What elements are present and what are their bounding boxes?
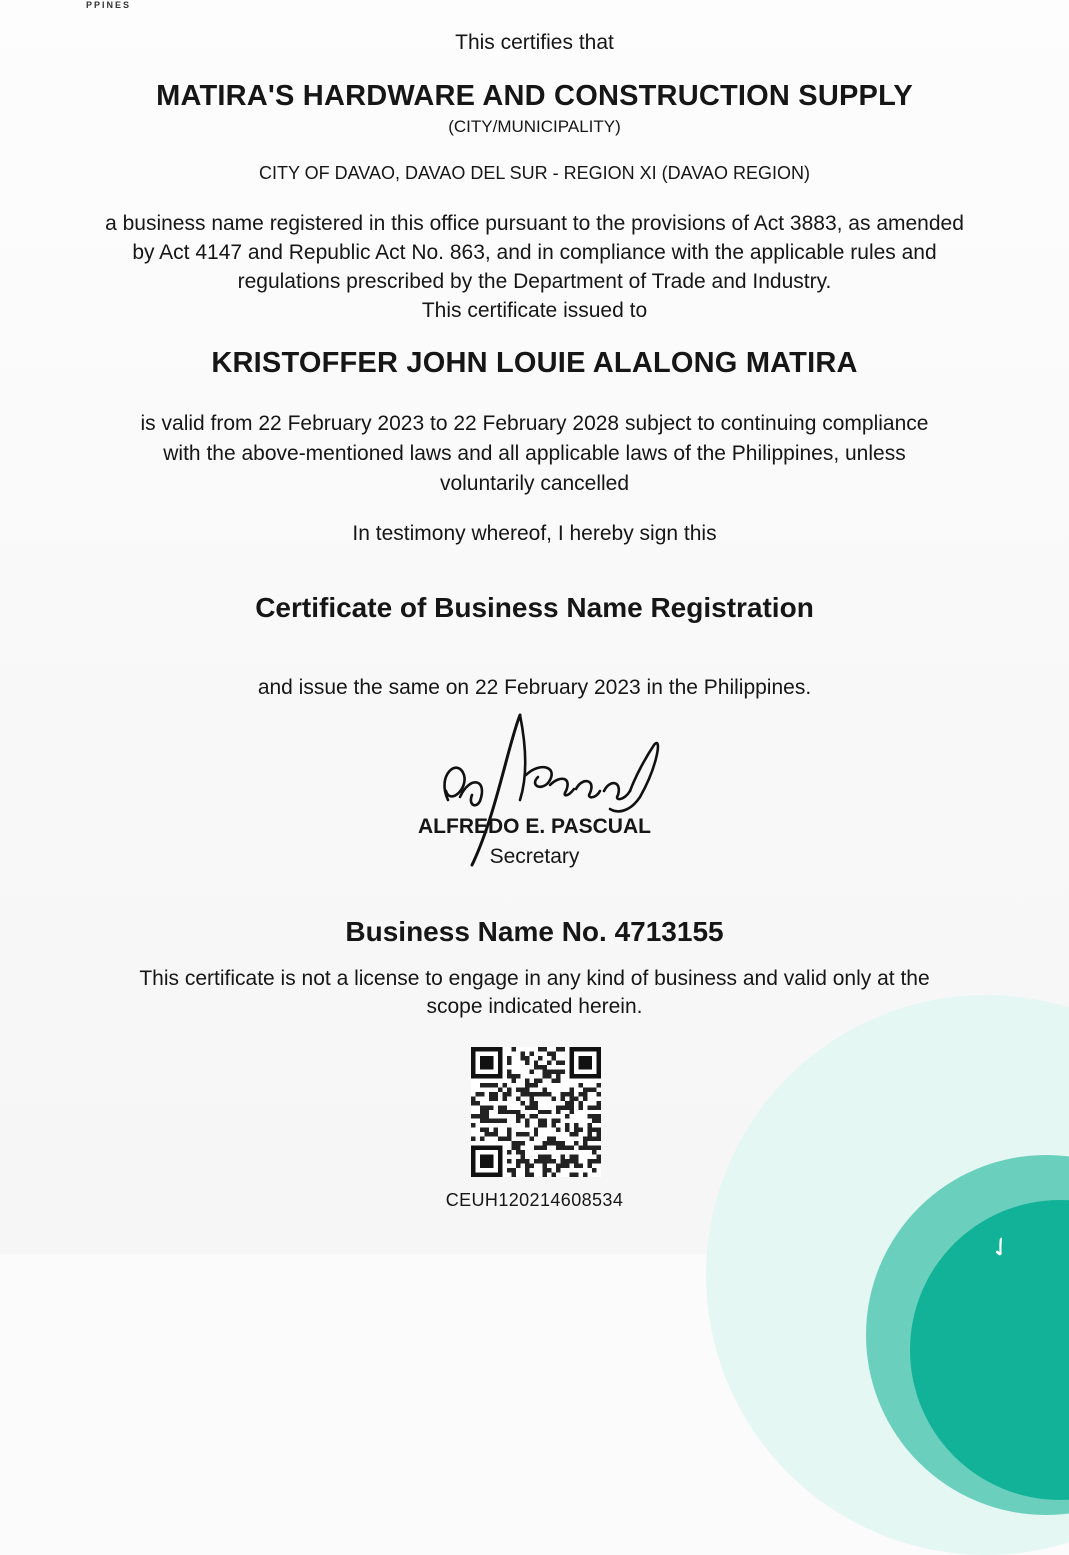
intro-text: This certifies that bbox=[455, 31, 614, 54]
validity-line: is valid from 22 February 2023 to 22 February 2028 subject to continuing compliance bbox=[140, 412, 929, 435]
location-text: CITY OF DAVAO, DAVAO DEL SUR - REGION XI (DAVAO REGION) bbox=[258, 163, 811, 183]
disclaimer-line: scope indicated herein. bbox=[426, 995, 643, 1018]
verification-code: CEUH120214608534 bbox=[445, 1190, 624, 1210]
validity-line: with the above-mentioned laws and all applicable laws of the Philippines, unless bbox=[163, 442, 906, 465]
owner-name: KRISTOFFER JOHN LOUIE ALALONG MATIRA bbox=[211, 347, 858, 379]
header-seal-text: PPINES bbox=[86, 0, 132, 10]
provision-line: by Act 4147 and Republic Act No. 863, and in compliance with the applicable rules and bbox=[132, 241, 937, 264]
qr-code-icon bbox=[471, 1046, 601, 1178]
scope-label: (CITY/MUNICIPALITY) bbox=[448, 117, 621, 136]
provision-line: regulations prescribed by the Department of Trade and Industry. bbox=[237, 270, 832, 293]
testimony-text: In testimony whereof, I hereby sign this bbox=[352, 522, 717, 545]
disclaimer-line: This certificate is not a license to engage in any kind of business and valid only at the bbox=[139, 967, 930, 990]
issued-to-label: This certificate issued to bbox=[421, 299, 648, 322]
signatory-name: ALFREDO E. PASCUAL bbox=[418, 815, 651, 838]
registration-number: Business Name No. 4713155 bbox=[345, 916, 724, 947]
download-icon[interactable]: ✓ bbox=[983, 1228, 1019, 1266]
issue-statement: and issue the same on 22 February 2023 in the Philippines. bbox=[257, 676, 812, 699]
business-name: MATIRA'S HARDWARE AND CONSTRUCTION SUPPLY bbox=[156, 80, 913, 112]
provision-line: a business name registered in this office pursuant to the provisions of Act 3883, as amended bbox=[105, 212, 964, 235]
signatory-title: Secretary bbox=[489, 845, 580, 868]
validity-line: voluntarily cancelled bbox=[439, 472, 630, 495]
document-title: Certificate of Business Name Registration bbox=[255, 592, 814, 623]
